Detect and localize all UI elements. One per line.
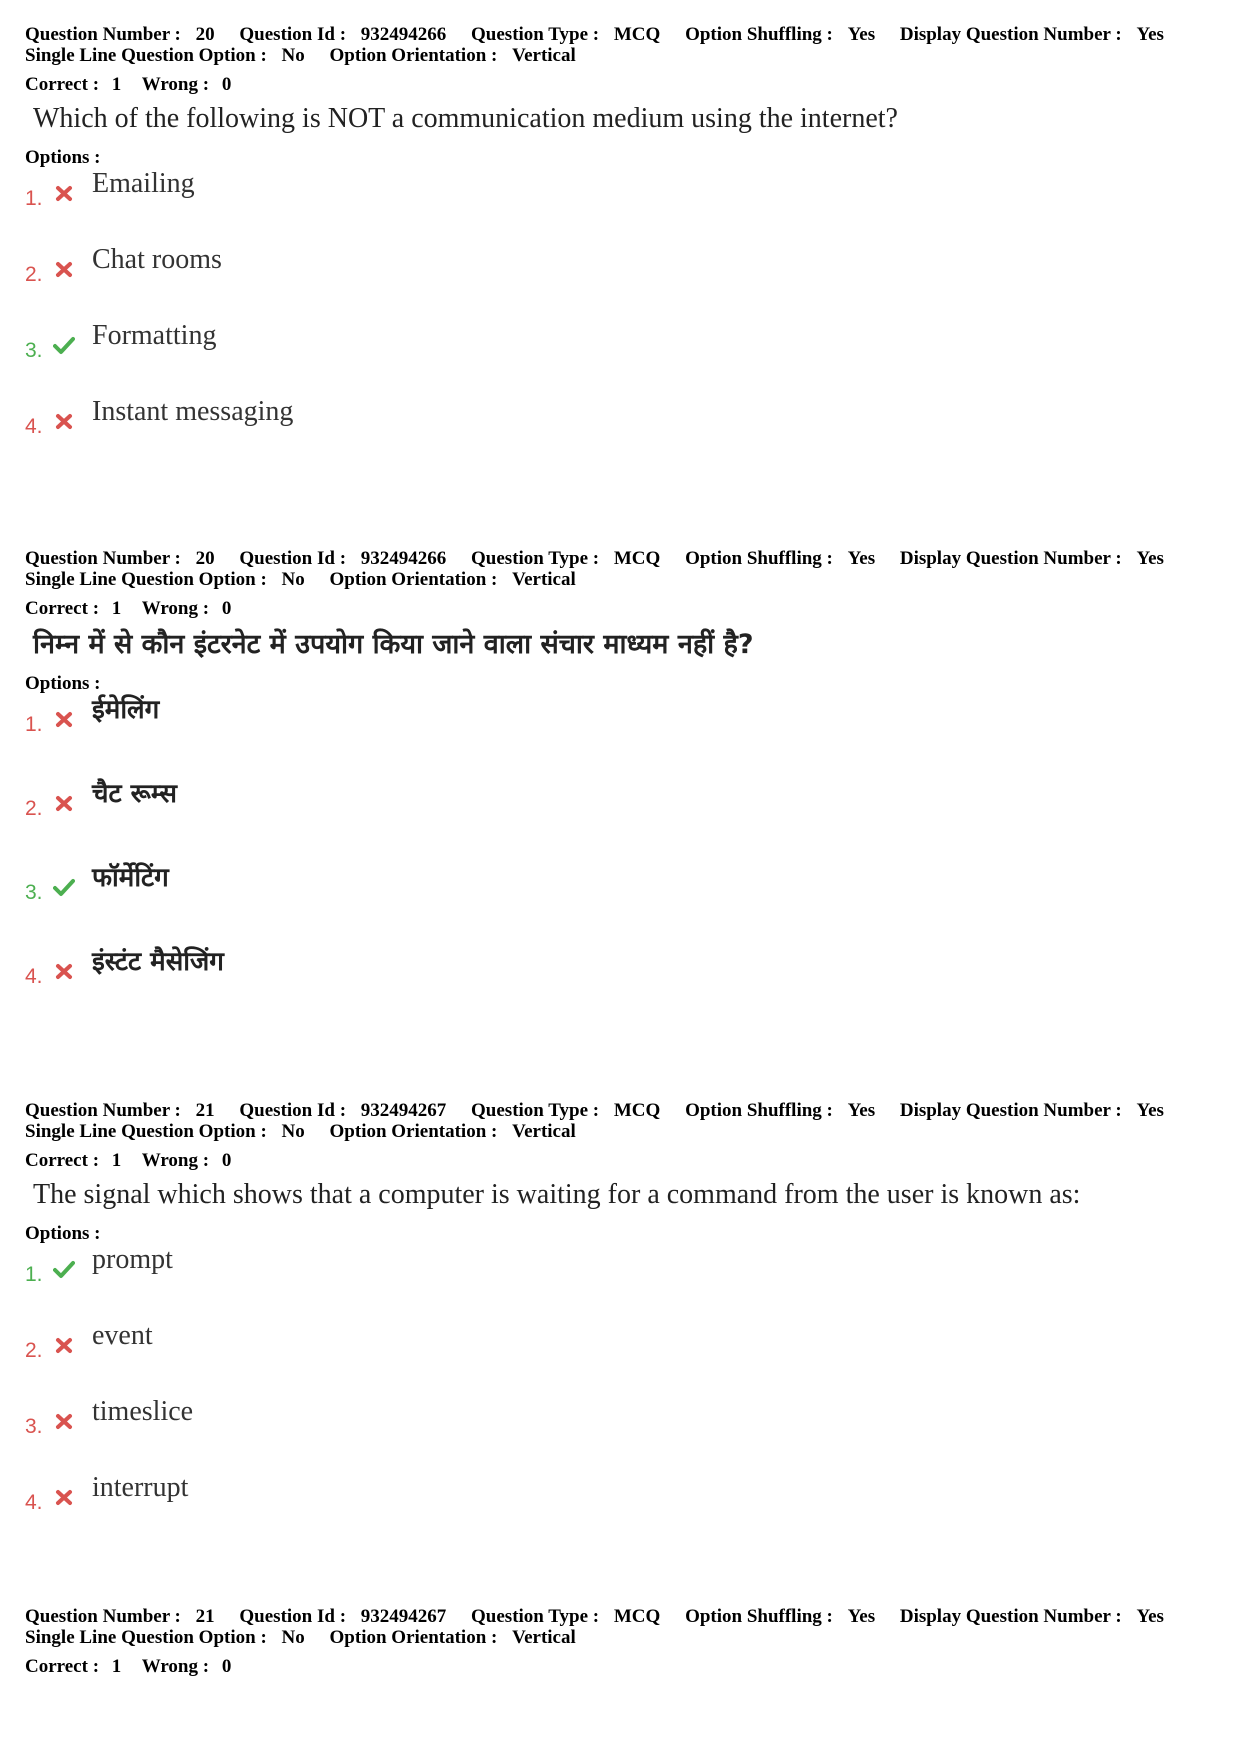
option-text: Instant messaging [92,396,294,427]
cross-icon [53,792,75,814]
cross-icon [53,182,75,204]
meta-label: Question Id : [239,1100,351,1121]
question-meta-line-2 [25,1121,1215,1142]
marks-line [25,74,1215,95]
cross-icon [53,258,75,280]
meta-label: Option Orientation : [329,569,503,590]
meta-label: Question Id : [239,548,351,569]
option-item [25,946,1215,1030]
cross-icon [53,1486,75,1508]
display-question-number-value: Yes [1136,24,1164,45]
option-text: इंस्टंट मैसेजिंग [92,947,224,977]
question-block [25,1606,1215,1677]
option-item [25,1396,1215,1472]
option-number: 4. [25,1491,43,1514]
option-text: Chat rooms [92,244,222,275]
question-id-value: 932494266 [360,24,447,45]
option-number: 3. [25,1415,43,1438]
meta-label: Display Question Number : [899,1100,1127,1121]
option-list [25,694,1215,1030]
marks-line [25,598,1215,619]
option-text: timeslice [92,1396,194,1427]
question-type-value: MCQ [613,1100,661,1121]
option-orientation-value: Vertical [512,569,576,590]
single-line-option-value: No [281,1121,305,1142]
option-text: फॉर्मेटिंग [92,863,169,893]
meta-label: Question Type : [471,548,604,569]
option-list [25,1244,1215,1548]
question-id-value: 932494267 [360,1100,447,1121]
cross-icon [53,410,75,432]
check-icon [53,334,75,356]
option-item [25,694,1215,778]
option-text: ईमेलिंग [92,695,160,725]
question-meta-line-2 [25,1627,1215,1648]
option-orientation-value: Vertical [512,45,576,66]
correct-marks-value: 1 [111,1150,122,1171]
meta-label: Wrong : [141,598,214,619]
option-item [25,778,1215,862]
meta-label: Single Line Question Option : [25,1627,272,1648]
display-question-number-value: Yes [1136,1100,1164,1121]
options-label: Options : [25,1223,101,1244]
question-number-value: 20 [195,24,215,45]
meta-label: Display Question Number : [899,24,1127,45]
option-shuffling-value: Yes [847,1606,876,1627]
option-shuffling-value: Yes [847,1100,876,1121]
meta-label: Question Id : [239,1606,351,1627]
cross-icon [53,1410,75,1432]
meta-label: Question Number : [25,24,186,45]
option-text: interrupt [92,1472,189,1503]
option-text: prompt [92,1244,173,1275]
meta-label: Option Orientation : [329,45,503,66]
correct-marks-value: 1 [111,74,122,95]
check-icon [53,1258,75,1280]
option-number: 1. [25,1263,43,1286]
option-number: 3. [25,881,43,904]
marks-line [25,1656,1215,1677]
question-block [25,548,1215,1030]
option-number: 2. [25,797,43,820]
question-type-value: MCQ [613,1606,661,1627]
meta-label: Display Question Number : [899,1606,1127,1627]
wrong-marks-value: 0 [221,74,232,95]
meta-label: Question Type : [471,1606,604,1627]
question-text: Which of the following is NOT a communication medium using the internet? [33,103,898,134]
question-meta-line-1 [25,1606,1215,1627]
question-type-value: MCQ [613,24,661,45]
cross-icon [53,960,75,982]
option-item [25,1244,1215,1320]
meta-label: Wrong : [141,74,214,95]
meta-label: Option Shuffling : [685,548,838,569]
option-text: Formatting [92,320,217,351]
question-type-value: MCQ [613,548,661,569]
check-icon [53,876,75,898]
option-number: 2. [25,1339,43,1362]
meta-label: Single Line Question Option : [25,569,272,590]
wrong-marks-value: 0 [221,1150,232,1171]
option-list [25,168,1215,472]
correct-marks-value: 1 [111,1656,122,1677]
question-text: The signal which shows that a computer is waiting for a command from the user is known as: [33,1179,1081,1210]
question-meta-line-2 [25,45,1215,66]
meta-label: Option Shuffling : [685,1100,838,1121]
display-question-number-value: Yes [1136,1606,1164,1627]
cross-icon [53,708,75,730]
question-block [25,1100,1215,1548]
meta-label: Wrong : [141,1150,214,1171]
display-question-number-value: Yes [1136,548,1164,569]
option-item [25,862,1215,946]
question-number-value: 21 [195,1100,215,1121]
option-orientation-value: Vertical [512,1627,576,1648]
single-line-option-value: No [281,1627,305,1648]
meta-label: Correct : [25,598,104,619]
question-number-value: 20 [195,548,215,569]
meta-label: Option Orientation : [329,1121,503,1142]
meta-label: Question Type : [471,24,604,45]
question-meta-line-1 [25,1100,1215,1121]
question-id-value: 932494266 [360,548,447,569]
meta-label: Option Orientation : [329,1627,503,1648]
meta-label: Correct : [25,1150,104,1171]
question-id-value: 932494267 [360,1606,447,1627]
wrong-marks-value: 0 [221,598,232,619]
option-number: 1. [25,713,43,736]
option-number: 2. [25,263,43,286]
question-block [25,24,1215,472]
option-shuffling-value: Yes [847,548,876,569]
option-shuffling-value: Yes [847,24,876,45]
option-item [25,1320,1215,1396]
option-number: 4. [25,965,43,988]
question-meta-line-1 [25,24,1215,45]
meta-label: Option Shuffling : [685,24,838,45]
correct-marks-value: 1 [111,598,122,619]
options-label: Options : [25,673,101,694]
meta-label: Correct : [25,1656,104,1677]
option-text: चैट रूम्स [92,779,177,809]
marks-line [25,1150,1215,1171]
meta-label: Question Number : [25,548,186,569]
option-number: 1. [25,187,43,210]
meta-label: Question Type : [471,1100,604,1121]
meta-label: Option Shuffling : [685,1606,838,1627]
options-label: Options : [25,147,101,168]
meta-label: Question Id : [239,24,351,45]
option-item [25,1472,1215,1548]
question-text: निम्न में से कौन इंटरनेट में उपयोग किया जाने वाला संचार माध्यम नहीं है? [33,629,754,660]
option-text: Emailing [92,168,195,199]
meta-label: Question Number : [25,1606,186,1627]
question-number-value: 21 [195,1606,215,1627]
option-item [25,320,1215,396]
meta-label: Correct : [25,74,104,95]
meta-label: Display Question Number : [899,548,1127,569]
meta-label: Wrong : [141,1656,214,1677]
meta-label: Single Line Question Option : [25,1121,272,1142]
option-orientation-value: Vertical [512,1121,576,1142]
question-meta-line-1 [25,548,1215,569]
single-line-option-value: No [281,45,305,66]
option-number: 4. [25,415,43,438]
option-item [25,396,1215,472]
option-item [25,244,1215,320]
meta-label: Single Line Question Option : [25,45,272,66]
option-number: 3. [25,339,43,362]
option-text: event [92,1320,153,1351]
option-item [25,168,1215,244]
meta-label: Question Number : [25,1100,186,1121]
wrong-marks-value: 0 [221,1656,232,1677]
cross-icon [53,1334,75,1356]
single-line-option-value: No [281,569,305,590]
question-meta-line-2 [25,569,1215,590]
